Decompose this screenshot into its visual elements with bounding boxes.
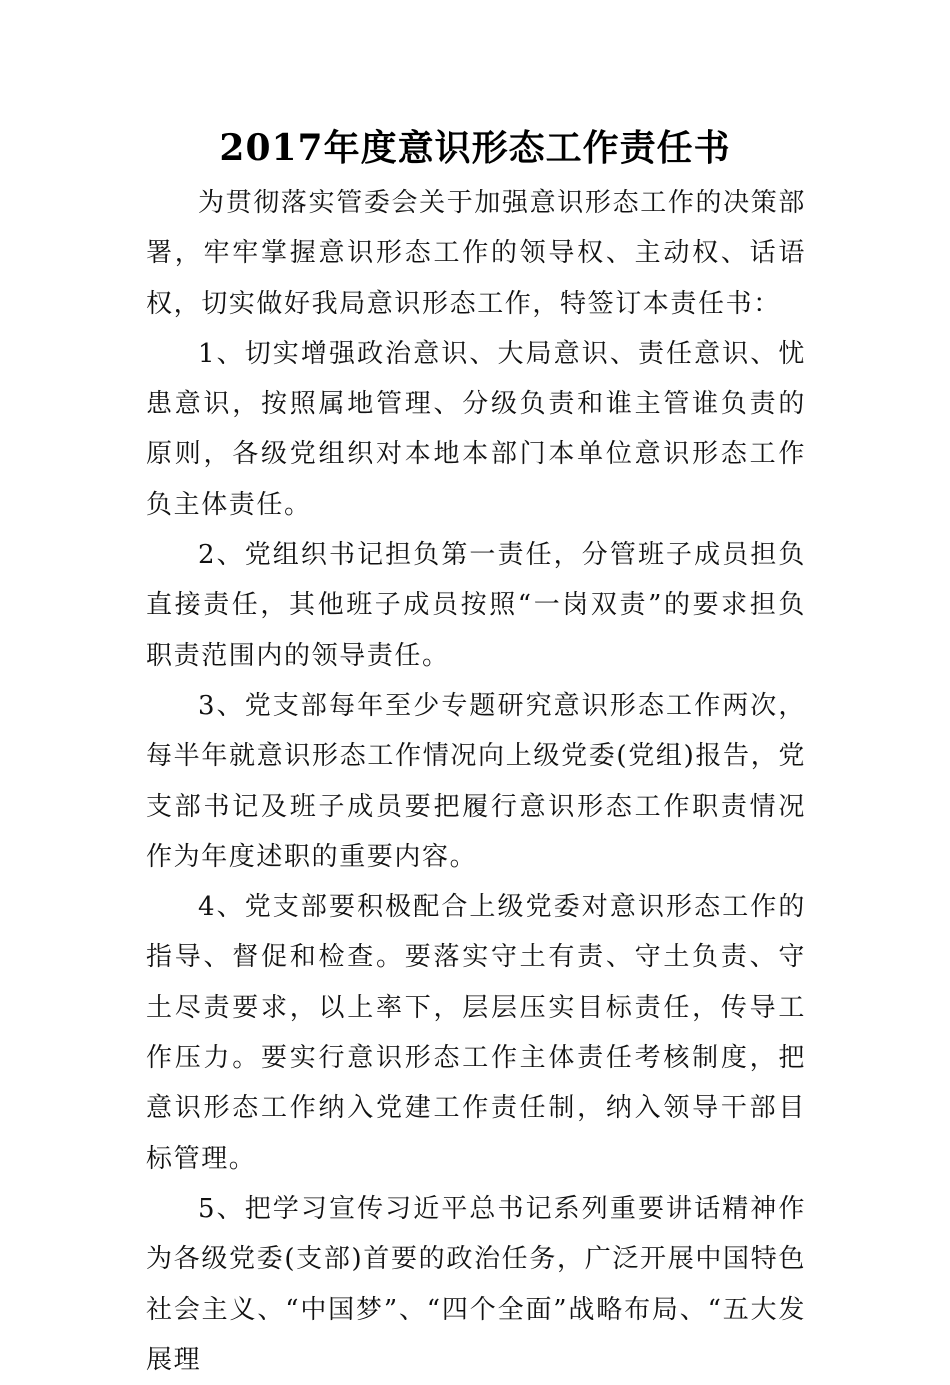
paragraph-item-2: 2、党组织书记担负第一责任，分管班子成员担负直接责任，其他班子成员按照“一岗双责”的要求担负职责范围内的领导责任。	[146, 540, 806, 671]
paragraph-item-4: 4、党支部要积极配合上级党委对意识形态工作的指导、督促和检查。要落实守土有责、守土负责、守土尽责要求，以上率下，层层压实目标责任，传导工作压力。要实行意识形态工作主体责任考核制度，把意识形态工作纳入党建工作责任制，纳入领导干部目标管理。	[146, 892, 806, 1174]
paragraph-item-1: 1、切实增强政治意识、大局意识、责任意识、忧患意识，按照属地管理、分级负责和谁主管谁负责的原则，各级党组织对本地本部门本单位意识形态工作负主体责任。	[146, 338, 806, 520]
paragraph-item-5: 5、把学习宣传习近平总书记系列重要讲话精神作为各级党委(支部)首要的政治任务，广泛开展中国特色社会主义、“中国梦”、“四个全面”战略布局、“五大发展理	[146, 1193, 806, 1375]
paragraph-item-3: 3、党支部每年至少专题研究意识形态工作两次，每半年就意识形态工作情况向上级党委(党组)报告，党支部书记及班子成员要把履行意识形态工作职责情况作为年度述职的重要内容。	[146, 690, 806, 872]
document-title: 2017年度意识形态工作责任书	[219, 127, 731, 169]
paragraph-intro: 为贯彻落实管委会关于加强意识形态工作的决策部署，牢牢掌握意识形态工作的领导权、主动权、话语权，切实做好我局意识形态工作，特签订本责任书：	[146, 188, 806, 319]
document-body	[146, 178, 806, 1385]
